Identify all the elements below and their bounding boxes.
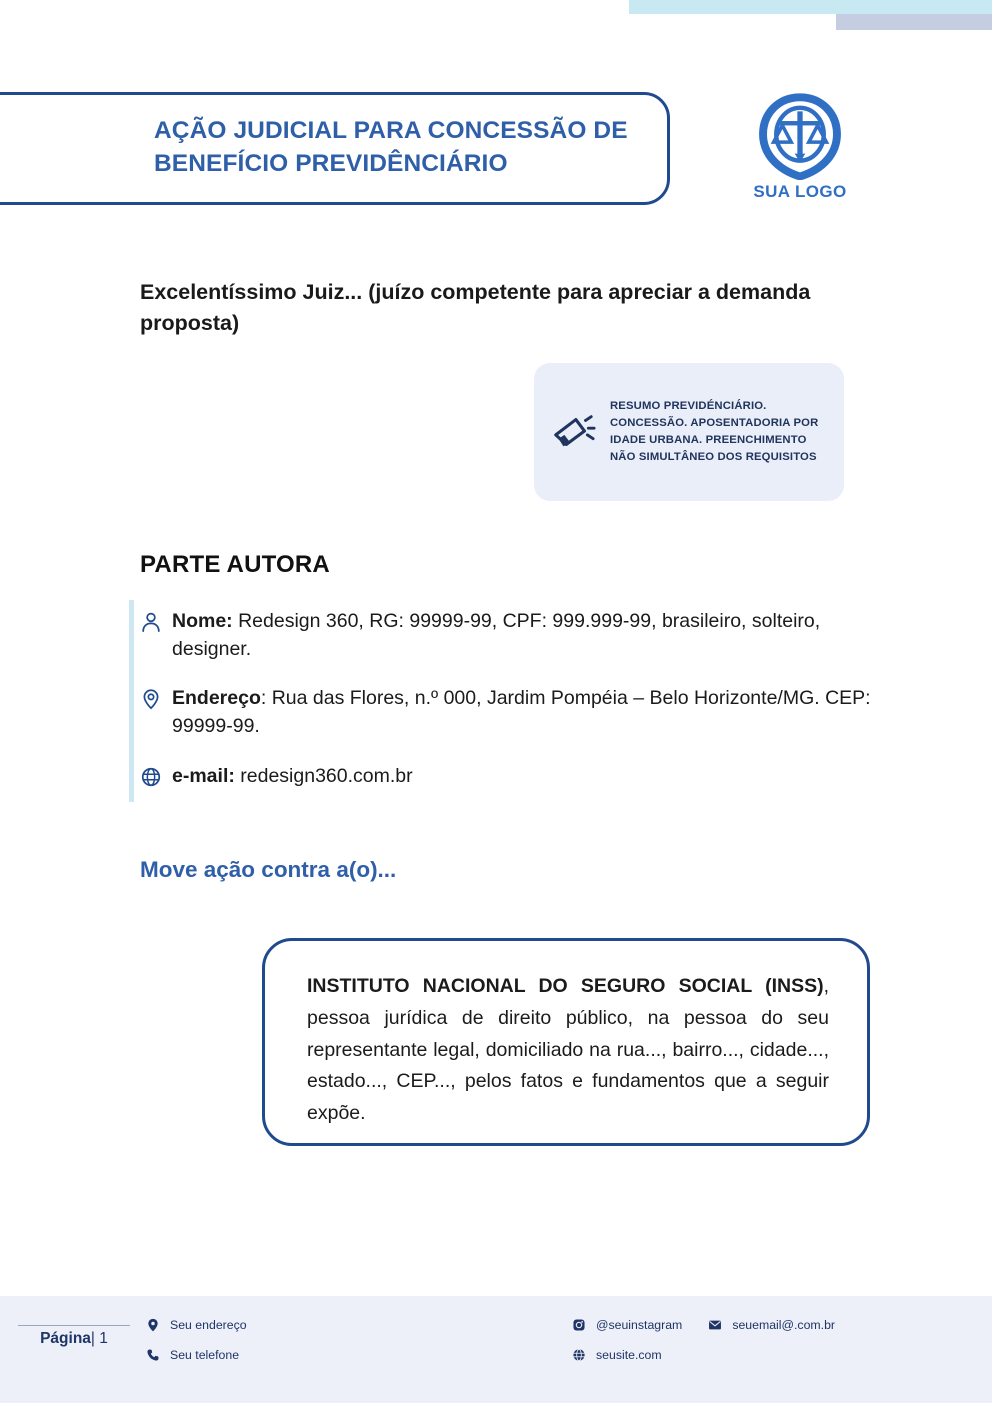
summary-callout xyxy=(534,363,844,501)
footer-row-social xyxy=(572,1318,861,1332)
move-acao-heading: Move ação contra a(o)... xyxy=(140,857,397,882)
section-title-parte-autora: PARTE AUTORA xyxy=(140,551,330,578)
decorative-bar-cyan xyxy=(629,0,992,14)
page-number-value: 1 xyxy=(99,1330,108,1347)
megaphone-icon xyxy=(550,409,596,455)
footer-row-phone xyxy=(146,1348,273,1362)
scales-of-justice-icon xyxy=(756,92,844,180)
salutation-text: Excelentíssimo Juiz... (juízo competente para apreciar a demanda proposta) xyxy=(140,280,811,336)
footer-label-address: Seu endereço xyxy=(170,1318,247,1332)
page-label: Página xyxy=(40,1330,91,1347)
callout-text: RESUMO PREVIDÉNCIÁRIO. CONCESSÃO. APOSENTADORIA POR IDADE URBANA. PREENCHIMENTO NÃO SIMULTÂNEO DOS REQUISITOS xyxy=(610,399,819,464)
logo xyxy=(737,92,863,202)
footer-label-website: seusite.com xyxy=(596,1348,662,1362)
parte-autora-info-list xyxy=(140,608,880,812)
person-icon xyxy=(140,610,162,634)
footer-contacts-left xyxy=(146,1318,273,1378)
info-text-nome xyxy=(172,608,880,663)
phone-icon xyxy=(146,1348,160,1362)
info-row-nome xyxy=(140,608,880,663)
info-row-email xyxy=(140,763,880,791)
footer-row-website xyxy=(572,1348,861,1362)
info-label-nome: Nome: xyxy=(172,610,233,632)
footer-label-instagram: @seuinstagram xyxy=(596,1318,683,1332)
inss-title: INSTITUTO NACIONAL DO SEGURO SOCIAL (INSS) xyxy=(307,975,824,997)
globe-icon xyxy=(140,765,162,789)
footer-item-phone[interactable] xyxy=(146,1348,239,1362)
page-footer xyxy=(0,1296,992,1403)
info-text-endereco xyxy=(172,685,880,740)
footer-contacts-right xyxy=(572,1318,861,1378)
inss-body: , pessoa jurídica de direito público, na pessoa do seu representante legal, domiciliado na rua..., bairro..., cidade..., estado..., CEP..., pelos fatos e fundamentos que a seguir expõe. xyxy=(307,975,829,1125)
instagram-icon xyxy=(572,1318,586,1332)
info-text-email xyxy=(172,763,413,791)
left-accent-bar xyxy=(129,600,134,802)
info-label-email: e-mail: xyxy=(172,764,235,787)
location-pin-icon xyxy=(140,687,162,711)
website-icon xyxy=(572,1348,586,1362)
email-icon xyxy=(708,1318,722,1332)
footer-item-email[interactable] xyxy=(708,1318,835,1332)
inss-text xyxy=(307,971,829,1130)
page-separator: | xyxy=(90,1330,95,1347)
info-value-email: redesign360.com.br xyxy=(234,764,413,787)
info-label-endereco: Endereço xyxy=(172,687,261,710)
footer-item-website[interactable] xyxy=(572,1348,662,1362)
footer-label-phone: Seu telefone xyxy=(170,1348,240,1362)
footer-row-address xyxy=(146,1318,273,1332)
info-value-endereco: : Rua das Flores, n.º 000, Jardim Pompéia – Belo Horizonte/MG. CEP: 99999-99. xyxy=(172,687,871,738)
footer-label-email: seuemail@.com.br xyxy=(732,1318,836,1332)
page-number xyxy=(40,1330,108,1347)
footer-item-address[interactable] xyxy=(146,1318,247,1332)
logo-text: SUA LOGO xyxy=(753,182,847,201)
footer-item-instagram[interactable] xyxy=(572,1318,682,1332)
location-pin-icon xyxy=(146,1318,160,1332)
page-title: AÇÃO JUDICIAL PARA CONCESSÃO DE BENEFÍCIO PREVIDÊNCIÁRIO xyxy=(154,117,628,177)
info-row-endereco xyxy=(140,685,880,740)
page-number-block xyxy=(18,1325,130,1348)
info-value-nome: Redesign 360, RG: 99999-99, CPF: 999.999-99, brasileiro, solteiro, designer. xyxy=(172,610,821,660)
inss-defendant-box xyxy=(262,938,870,1146)
decorative-bar-lavender xyxy=(836,14,992,30)
